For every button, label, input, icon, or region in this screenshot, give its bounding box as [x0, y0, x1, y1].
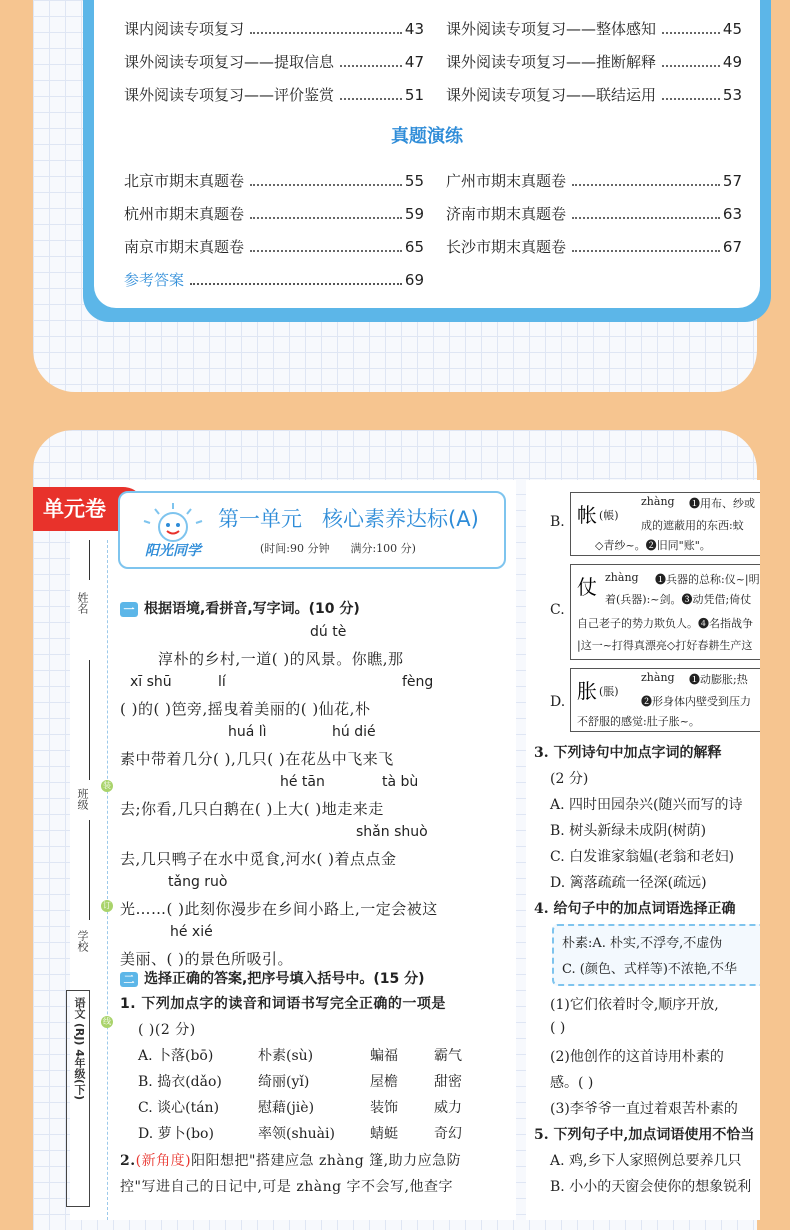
time-and-score: (时间:90 分钟 满分:100 分) — [260, 542, 416, 555]
passage-line[interactable]: 去,几只鸭子在水中觅食,河水( )着点点金 — [120, 850, 397, 868]
answer-option[interactable]: B. 捣衣(dǎo) — [138, 1074, 222, 1090]
binding-mark: 线 — [103, 1017, 111, 1026]
pinyin-hint: shǎn shuò — [356, 824, 428, 840]
question-5-option[interactable]: A. 鸡,乡下人家照例总要养几只 — [550, 1153, 742, 1169]
pinyin-hint: hé tān — [280, 774, 325, 790]
option-word: 朴素(sù) — [258, 1048, 314, 1064]
word-meaning-box: 朴素:A. 朴实,不浮夸,不虚伪 C. (颜色、式样等)不浓艳,不华 — [552, 924, 760, 986]
answer-option[interactable]: A. 卜落(bō) — [138, 1048, 214, 1064]
class-line — [89, 660, 90, 780]
name-label: 姓名 — [76, 592, 89, 614]
book-spine-label: 语文 (RJ) 4年级(下) — [66, 990, 90, 1207]
pinyin-hint: tǎng ruò — [168, 874, 228, 890]
answer-blank[interactable]: 感。( ) — [550, 1075, 594, 1091]
option-word: 霸气 — [434, 1048, 462, 1064]
unit-test-tab: 单元卷 — [33, 487, 145, 531]
name-line — [89, 540, 90, 580]
pinyin-hint: xī shū — [130, 674, 172, 690]
question-3-option[interactable]: B. 树头新绿未成阴(树荫) — [550, 823, 707, 839]
school-line — [89, 820, 90, 920]
dictionary-entry: 胀 (脹) zhàng ❶动膨胀;热 ❷形身体内壁受到压力 不舒服的感觉:肚子胀~。 — [570, 668, 760, 732]
option-word: 装饰 — [370, 1100, 398, 1116]
toc-row[interactable]: 北京市期末真题卷 55 — [124, 172, 424, 190]
option-label: C. — [550, 602, 565, 618]
option-word: 绮丽(yǐ) — [258, 1074, 310, 1090]
question-3-option[interactable]: C. 白发谁家翁媪(老翁和老妇) — [550, 849, 735, 865]
answer-option[interactable]: C. 谈心(tán) — [138, 1100, 220, 1116]
school-label: 学校 — [76, 930, 89, 952]
toc-panel — [83, 0, 771, 322]
question-1-stem: 1. 下列加点字的读音和词语书写完全正确的一项是 — [120, 996, 446, 1012]
section-heading: 一 根据语境,看拼音,写字词。(10 分) — [120, 598, 360, 618]
binding-mark: 订 — [103, 901, 111, 910]
toc-row[interactable]: 广州市期末真题卷 57 — [446, 172, 742, 190]
passage-line[interactable]: 美丽、( )的景色所吸引。 — [120, 950, 293, 968]
unit-title: 第一单元 核心素养达标(A) — [218, 507, 479, 531]
sun-mascot-logo — [130, 501, 216, 559]
option-word: 威力 — [434, 1100, 462, 1116]
question-2-line: 控"写进自己的日记中,可是 zhàng 字不会写,他查字 — [120, 1179, 453, 1195]
dictionary-entry: 帐 (帳) zhàng ❶用布、纱或 成的遮蔽用的东西:蚊 ◇青纱~。❷旧同"账"。 — [570, 492, 760, 556]
option-word: 屋檐 — [370, 1074, 398, 1090]
option-word: 蜻蜓 — [370, 1126, 398, 1142]
toc-row[interactable]: 济南市期末真题卷 63 — [446, 205, 742, 223]
question-3-option[interactable]: A. 四时田园杂兴(随兴而写的诗 — [550, 797, 743, 813]
option-word: 奇幻 — [434, 1126, 462, 1142]
pinyin-hint: tà bù — [382, 774, 419, 790]
question-3-score: (2 分) — [550, 771, 589, 787]
question-4-sentence: (3)李爷爷一直过着艰苦朴素的 — [550, 1101, 738, 1117]
question-5-option[interactable]: B. 小小的天窗会使你的想象锐利 — [550, 1179, 752, 1195]
toc-list — [94, 0, 760, 308]
class-label: 班级 — [76, 788, 89, 810]
toc-row[interactable]: 长沙市期末真题卷 67 — [446, 238, 742, 256]
binding-mark: 装 — [103, 781, 111, 790]
exam-page-right — [526, 480, 760, 1220]
pinyin-hint: fèng — [402, 674, 434, 690]
answer-option[interactable]: D. 萝卜(bo) — [138, 1126, 214, 1142]
pinyin-hint: lí — [218, 674, 226, 690]
toc-card — [33, 0, 757, 392]
title-banner — [118, 491, 506, 569]
toc-row[interactable]: 课外阅读专项复习——评价鉴赏 51 — [124, 86, 424, 104]
question-1-score[interactable]: ( )(2 分) — [138, 1022, 196, 1038]
question-3-option[interactable]: D. 篱落疏疏一径深(疏远) — [550, 875, 707, 891]
option-label: D. — [550, 694, 566, 710]
answer-blank[interactable]: ( ) — [550, 1020, 566, 1036]
toc-section-heading: 真题演练 — [391, 126, 463, 147]
pinyin-hint: dú tè — [310, 624, 347, 640]
option-word: 蝙福 — [370, 1048, 398, 1064]
toc-row[interactable]: 课外阅读专项复习——整体感知 45 — [446, 20, 742, 38]
pinyin-hint: hé xié — [170, 924, 213, 940]
dictionary-entry: 仗 zhàng ❶兵器的总称:仪~|明 着(兵器):~剑。❸动凭借;倚仗 自己老子的势力欺负人。❹名指战争 |这一~打得真漂亮◇打好春耕生产这 — [570, 564, 760, 660]
toc-row[interactable]: 南京市期末真题卷 65 — [124, 238, 424, 256]
toc-row[interactable]: 课外阅读专项复习——联结运用 53 — [446, 86, 742, 104]
toc-row[interactable]: 课内阅读专项复习 43 — [124, 20, 424, 38]
question-4-sentence: (1)它们依着时令,顺序开放, — [550, 997, 719, 1013]
binding-line — [107, 540, 108, 1220]
option-label: B. — [550, 514, 565, 530]
pinyin-hint: huá lì — [228, 724, 267, 740]
pinyin-hint: hú dié — [332, 724, 376, 740]
passage-line[interactable]: ( )的( )笆旁,摇曳着美丽的( )仙花,朴 — [120, 700, 371, 718]
option-word: 甜密 — [434, 1074, 462, 1090]
toc-row[interactable]: 课外阅读专项复习——提取信息 47 — [124, 53, 424, 71]
question-2-line: 2.(新角度)阳阳想把"搭建应急 zhàng 篷,助力应急防 — [120, 1153, 462, 1169]
section-heading: 二 选择正确的答案,把序号填入括号中。(15 分) — [120, 968, 424, 988]
svg-text:阳光同学: 阳光同学 — [145, 543, 201, 559]
passage-line[interactable]: 光……( )此刻你漫步在乡间小路上,一定会被这 — [120, 900, 438, 918]
passage-line[interactable]: 去;你看,几只白鹅在( )上大( )地走来走 — [120, 800, 384, 818]
question-4-sentence: (2)他创作的这首诗用朴素的 — [550, 1049, 724, 1065]
toc-row-answers[interactable]: 参考答案 69 — [124, 271, 424, 289]
question-4-stem: 4. 给句子中的加点词语选择正确 — [534, 901, 736, 917]
passage-line[interactable]: 淳朴的乡村,一道( )的风景。你瞧,那 — [158, 650, 404, 668]
toc-row[interactable]: 课外阅读专项复习——推断解释 49 — [446, 53, 742, 71]
passage-line[interactable]: 素中带着几分( ),几只( )在花丛中飞来飞 — [120, 750, 394, 768]
toc-row[interactable]: 杭州市期末真题卷 59 — [124, 205, 424, 223]
question-3-stem: 3. 下列诗句中加点字词的解释 — [534, 745, 722, 761]
option-word: 慰藉(jiè) — [258, 1100, 315, 1116]
option-word: 率领(shuài) — [258, 1126, 335, 1142]
question-5-stem: 5. 下列句子中,加点词语使用不恰当 — [534, 1127, 755, 1143]
